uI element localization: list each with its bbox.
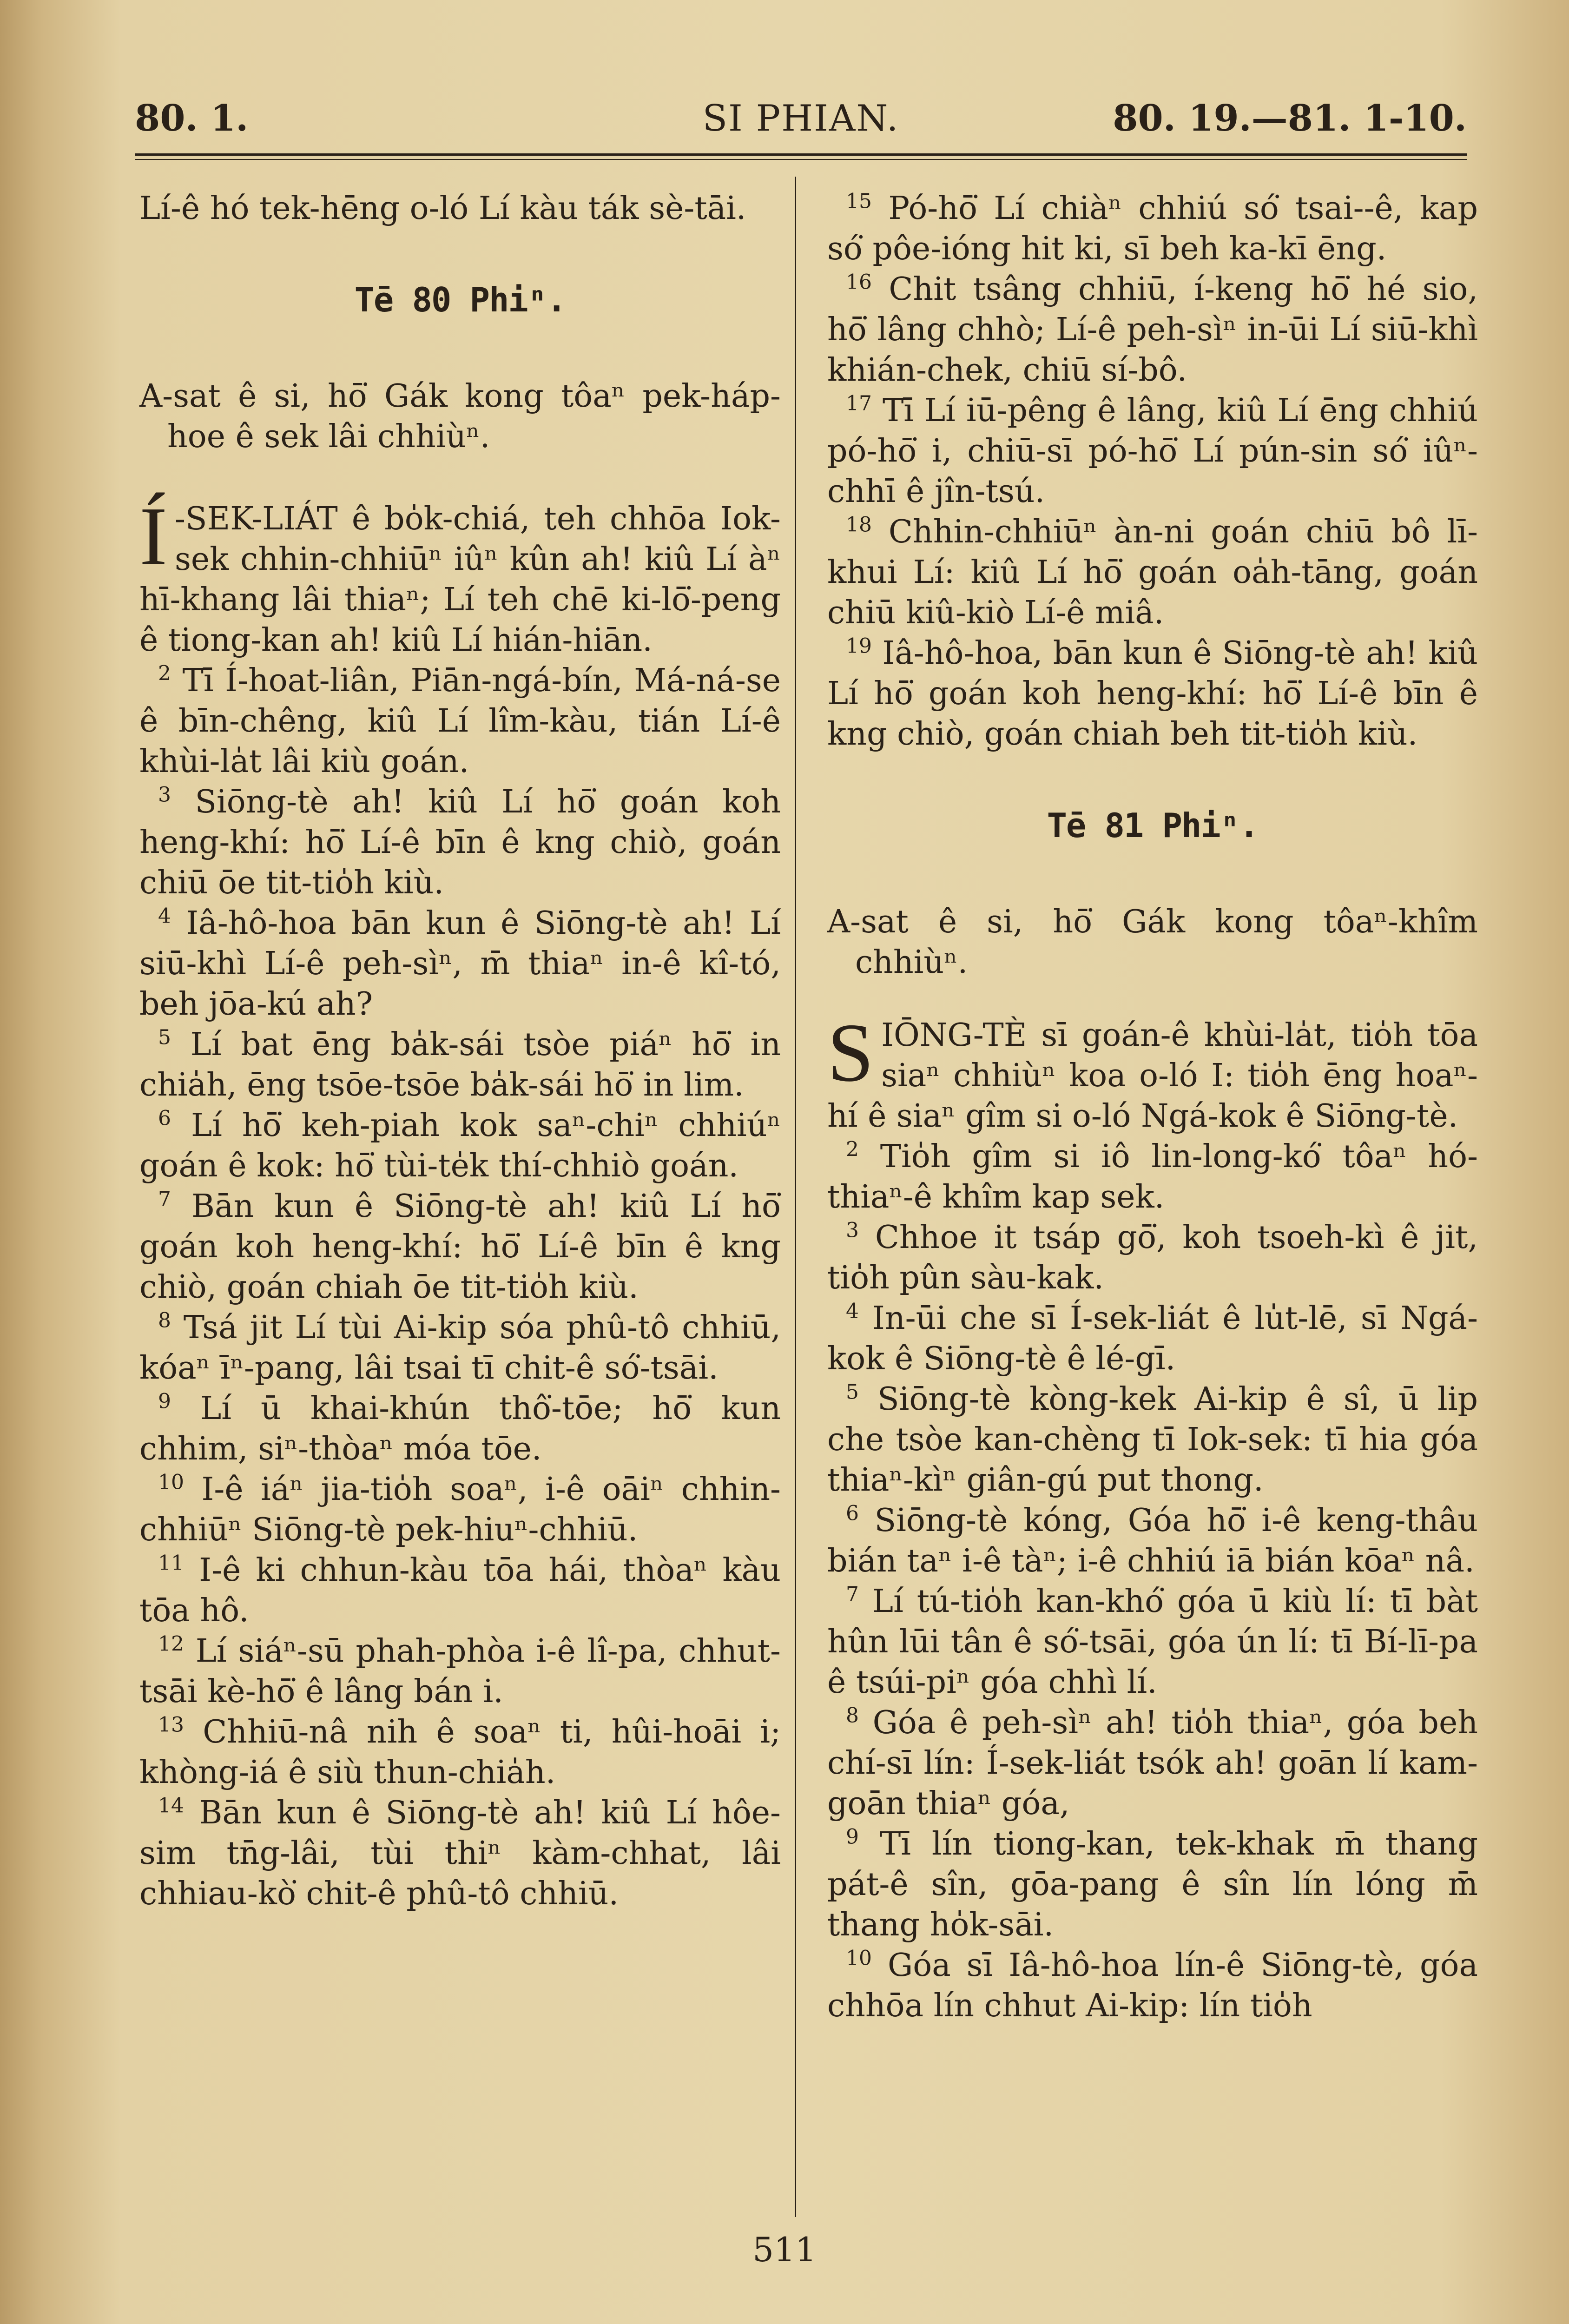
verse-text: IŌNG-TÈ sī goán-ê khùi-la̍t, tio̍h tōa siaⁿ chhiùⁿ koa o-ló I: tio̍h ēng hoaⁿ-hí ê siaⁿ gîm si o-ló Ngá-kok ê Siōng-tè. xyxy=(827,1017,1478,1135)
chapter80-verse-5 xyxy=(139,1024,781,1105)
chapter81-heading: Tē 81 Phiⁿ. xyxy=(1047,806,1259,845)
verse-text: Iâ-hô-hoa bān kun ê Siōng-tè ah! Lí siū-khì Lí-ê peh-sìⁿ, m̄ thiaⁿ in-ê kî-tó, beh jōa-kú ah? xyxy=(139,905,781,1023)
verse-number: 12 xyxy=(158,1632,184,1656)
verse-number: 9 xyxy=(158,1389,171,1413)
verse-number: 6 xyxy=(158,1106,171,1130)
chapter80-verse-17 xyxy=(827,390,1478,512)
verse-number: 5 xyxy=(846,1380,859,1404)
chapter81-verse-1 xyxy=(827,1006,1478,1136)
chapter80-heading: Tē 80 Phiⁿ. xyxy=(354,280,566,319)
header-left-reference: 80. 1. xyxy=(135,97,249,139)
header-right-reference: 80. 19.—81. 1-10. xyxy=(1113,97,1467,139)
verse-text: Lí bat ēng ba̍k-sái tsòe piáⁿ hō͘ in chia̍h, ēng tsōe-tsōe ba̍k-sái hō͘ in lim. xyxy=(139,1026,781,1103)
verse-text: Góa ê peh-sìⁿ ah! tio̍h thiaⁿ, góa beh chí-sī lín: Í-sek-liát tsók ah! goān lí kam-goān thiaⁿ góa, xyxy=(827,1704,1478,1822)
verse-text: Iâ-hô-hoa, bān kun ê Siōng-tè ah! kiû Lí hō͘ goán koh heng-khí: hō͘ Lí-ê bīn ê kng chiò, goán chiah beh tit-tio̍h kiù. xyxy=(827,635,1478,753)
verse-text: Siōng-tè ah! kiû Lí hō͘ goán koh heng-khí: hō͘ Lí-ê bīn ê kng chiò, goán chiū ōe tit-tio̍h kiù. xyxy=(139,784,781,901)
chapter81-verse-7 xyxy=(827,1581,1478,1703)
verse-number: 2 xyxy=(158,661,171,686)
header-rule xyxy=(135,153,1467,156)
verse-text: Tī Í-hoat-liân, Piān-ngá-bín, Má-ná-se ê bīn-chêng, kiû Lí lîm-kàu, tián Lí-ê khùi-la̍t lâi kiù goán. xyxy=(139,662,781,780)
verse-text: Pó-hō͘ Lí chiàⁿ chhiú só͘ tsai--ê, kap só͘ pôe-ióng hit ki, sī beh ka-kī ēng. xyxy=(827,190,1478,267)
chapter80-verses-left xyxy=(139,660,781,1914)
verse-text: Góa sī Iâ-hô-hoa lín-ê Siōng-tè, góa chhōa lín chhut Ai-kip: lín tio̍h xyxy=(827,1947,1478,2024)
verse-text: Siōng-tè kóng, Góa hō͘ i-ê keng-thâu bián taⁿ i-ê tàⁿ; i-ê chhiú iā bián kōaⁿ nâ. xyxy=(827,1502,1478,1579)
chapter80-verse-2 xyxy=(139,660,781,782)
chapter81-verse-10 xyxy=(827,1945,1478,2026)
chapter80-verse-1 xyxy=(139,490,781,660)
verse-number: 15 xyxy=(846,189,872,213)
chapter80-verse-6 xyxy=(139,1105,781,1186)
verse-number: 4 xyxy=(846,1299,859,1323)
running-header xyxy=(135,93,1467,144)
verse-text: Chhiū-nâ nih ê soaⁿ ti, hûi-hoāi i; khòng-iá ê siù thun-chia̍h. xyxy=(139,1714,781,1791)
verse-number: 5 xyxy=(158,1025,171,1050)
chapter80-verse-11 xyxy=(139,1550,781,1631)
chapter81-verse-4 xyxy=(827,1298,1478,1379)
verse-text: Chhin-chhiūⁿ àn-ni goán chiū bô lī-khui Lí: kiû Lí hō͘ goán oa̍h-tāng, goán chiū kiû-kiò Lí-ê miâ. xyxy=(827,514,1478,631)
chapter80-verse-15 xyxy=(827,188,1478,269)
chapter80-verse-3 xyxy=(139,782,781,903)
verse-text: Siōng-tè kòng-kek Ai-kip ê sî, ū lip che tsòe kan-chèng tī Iok-sek: tī hia góa thiaⁿ-kìⁿ giân-gú put thong. xyxy=(827,1381,1478,1499)
chapter80-verse-4 xyxy=(139,903,781,1024)
verse-number: 13 xyxy=(158,1713,184,1737)
verse-text: Tī Lí iū-pêng ê lâng, kiû Lí ēng chhiú pó-hō͘ i, chiū-sī pó-hō͘ Lí pún-sin só͘ iûⁿ-chhī ê jîn-tsú. xyxy=(827,392,1478,510)
chapter80-verse-14 xyxy=(139,1793,781,1914)
chapter80-verse-10 xyxy=(139,1469,781,1550)
chapter80-verse-7 xyxy=(139,1186,781,1307)
chapter81-verse-3 xyxy=(827,1217,1478,1298)
page-number: 511 xyxy=(752,2230,817,2269)
verse-number: 7 xyxy=(158,1187,171,1211)
drop-cap: S xyxy=(827,1006,874,1099)
chapter81-verses xyxy=(827,1136,1478,2026)
left-column xyxy=(139,188,781,1914)
verse-text: Lí siáⁿ-sū phah-phòa i-ê lî-pa, chhut-tsāi kè-hō͘ ê lâng bán i. xyxy=(139,1633,781,1710)
chapter81-verse-2 xyxy=(827,1136,1478,1217)
verse-text: Chit tsâng chhiū, í-keng hō͘ hé sio, hō͘ lâng chhò; Lí-ê peh-sìⁿ in-ūi Lí siū-khì khián-chek, chiū sí-bô. xyxy=(827,271,1478,389)
chapter80-verse-9 xyxy=(139,1388,781,1469)
verse-number: 17 xyxy=(846,391,872,416)
header-book-title: SI PHIAN. xyxy=(702,98,899,139)
verse-number: 18 xyxy=(846,513,872,537)
verse-number: 4 xyxy=(158,904,171,928)
chapter80-superscription: A-sat ê si, hō͘ Gák kong tôaⁿ pek-háp-hoe ê sek lâi chhiùⁿ. xyxy=(139,378,781,455)
chapter80-verse-16 xyxy=(827,269,1478,390)
verse-number: 19 xyxy=(846,634,872,658)
verse-number: 8 xyxy=(158,1308,171,1333)
chapter81-verse-9 xyxy=(827,1824,1478,1945)
verse-text: Bān kun ê Siōng-tè ah! kiû Lí hôe-sim tn̄g-lâi, tùi thiⁿ kàm-chhat, lâi chhiau-kò͘ chit-ê phû-tô chhiū. xyxy=(139,1795,781,1912)
verse-number: 14 xyxy=(158,1794,184,1818)
verse-text: Tī lín tiong-kan, tek-khak m̄ thang pát-ê sîn, gōa-pang ê sîn lín lóng m̄ thang ho̍k-sāi. xyxy=(827,1826,1478,1943)
verse-number: 9 xyxy=(846,1825,859,1849)
chapter80-verse-8 xyxy=(139,1307,781,1388)
verse-number: 3 xyxy=(158,783,171,807)
chapter80-verse-19 xyxy=(827,633,1478,754)
verse-number: 8 xyxy=(846,1703,859,1728)
chapter80-verses-right xyxy=(827,188,1478,754)
verse-text: I-ê iáⁿ jia-tio̍h soaⁿ, i-ê oāiⁿ chhin-chhiūⁿ Siōng-tè pek-hiuⁿ-chhiū. xyxy=(139,1471,781,1548)
verse-number: 11 xyxy=(158,1551,184,1575)
chapter80-verse-12 xyxy=(139,1631,781,1712)
verse-text: Chhoe it tsáp gō͘, koh tsoeh-kì ê jit, tio̍h pûn sàu-kak. xyxy=(827,1219,1478,1296)
verse-number: 3 xyxy=(846,1218,859,1242)
verse-text: -SEK-LIÁT ê bo̍k-chiá, teh chhōa Iok-sek chhin-chhiūⁿ iûⁿ kûn ah! kiû Lí àⁿ hī-khang lâi thiaⁿ; Lí teh chē ki-lō͘-peng ê tiong-kan ah! kiû Lí hián-hiān. xyxy=(139,501,781,659)
verse-text: Tsá jit Lí tùi Ai-kip sóa phû-tô chhiū, kóaⁿ īⁿ-pang, lâi tsai tī chit-ê só͘-tsāi. xyxy=(139,1309,781,1386)
verse-number: 10 xyxy=(846,1946,872,1970)
verse-text: In-ūi che sī Í-sek-liát ê lu̍t-lē, sī Ngá-kok ê Siōng-tè ê lé-gī. xyxy=(827,1300,1478,1377)
column-divider xyxy=(795,177,796,2217)
header-rule-thin xyxy=(135,159,1467,160)
verse-text: Lí ū khai-khún thô͘-tōe; hō͘ kun chhim, siⁿ-thòaⁿ móa tōe. xyxy=(139,1390,781,1467)
verse-text: Tio̍h gîm si iô lin-long-kó͘ tôaⁿ hó-thiaⁿ-ê khîm kap sek. xyxy=(827,1138,1478,1215)
verse-number: 16 xyxy=(846,270,872,294)
verse-number: 10 xyxy=(158,1470,184,1494)
verse-text: Lí hō͘ keh-piah kok saⁿ-chiⁿ chhiúⁿ goán ê kok: hō͘ tùi-te̍k thí-chhiò goán. xyxy=(139,1107,781,1184)
chapter81-verse-8 xyxy=(827,1703,1478,1824)
chapter80-verse-13 xyxy=(139,1712,781,1793)
chapter81-verse-6 xyxy=(827,1500,1478,1581)
verse-text: Lí tú-tio̍h kan-khó͘ góa ū kiù lí: tī bàt hûn lūi tân ê só͘-tsāi, góa ún lí: tī Bí-lī-pa ê tsúi-piⁿ góa chhì lí. xyxy=(827,1583,1478,1701)
drop-cap: Í xyxy=(139,490,167,582)
chapter81-verse-5 xyxy=(827,1379,1478,1500)
verse-text: Bān kun ê Siōng-tè ah! kiû Lí hō͘ goán koh heng-khí: hō͘ Lí-ê bīn ê kng chiò, goán chiah ōe tit-tio̍h kiù. xyxy=(139,1188,781,1306)
verse-text: I-ê ki chhun-kàu tōa hái, thòaⁿ kàu tōa hô. xyxy=(139,1552,781,1629)
verse-number: 7 xyxy=(846,1582,859,1606)
chapter80-verse-18 xyxy=(827,512,1478,633)
verse-number: 2 xyxy=(846,1137,859,1162)
chapter81-superscription: A-sat ê si, hō͘ Gák kong tôaⁿ-khîm chhiùⁿ. xyxy=(827,904,1478,981)
chapter79-closing-verse: Lí-ê hó tek-hēng o-ló Lí kàu ták sè-tāi. xyxy=(139,190,746,227)
verse-number: 6 xyxy=(846,1501,859,1525)
right-column xyxy=(827,188,1478,2026)
